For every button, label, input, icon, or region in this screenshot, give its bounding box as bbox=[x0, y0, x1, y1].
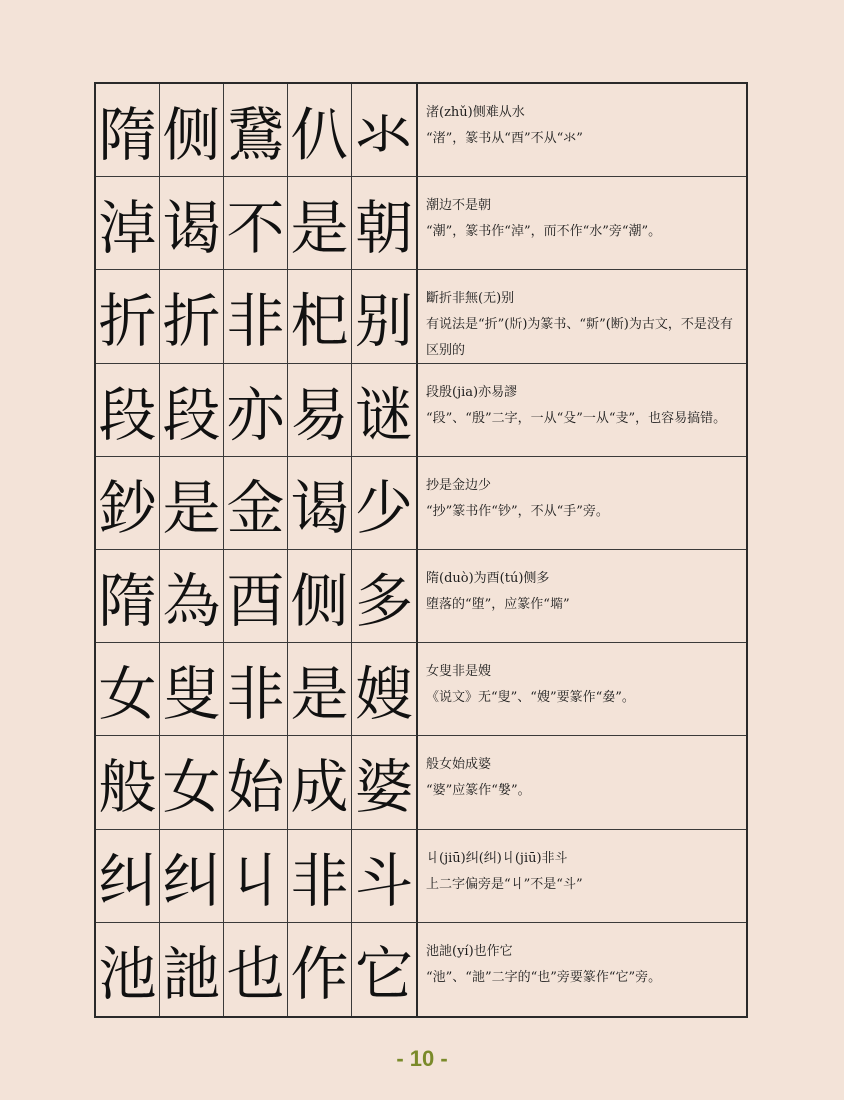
seal-script-glyph: 是 bbox=[160, 457, 224, 549]
seal-script-glyph: 般 bbox=[96, 736, 160, 828]
seal-script-glyph: 金 bbox=[224, 457, 288, 549]
seal-script-glyph: 成 bbox=[288, 736, 352, 828]
seal-script-glyph-group bbox=[96, 177, 418, 270]
annotation-cell bbox=[418, 736, 746, 829]
annotation-body: “潮”，篆书作“淖”，而不作“水”旁“潮”。 bbox=[426, 224, 662, 240]
seal-script-glyph: 别 bbox=[354, 287, 413, 356]
annotation-cell bbox=[418, 643, 746, 736]
seal-script-glyph: 池 bbox=[96, 923, 160, 1016]
annotation-cell bbox=[418, 177, 746, 270]
annotation-title: 段殷(jia)亦易謬 bbox=[426, 384, 518, 400]
annotation-cell bbox=[418, 364, 746, 457]
annotation-title: 斷折非無(无)别 bbox=[426, 291, 515, 307]
annotation-title: 女叟非是嫂 bbox=[426, 664, 492, 680]
seal-script-glyph: 纠 bbox=[96, 830, 160, 922]
seal-script-glyph-group bbox=[96, 550, 418, 643]
seal-script-glyph: 谒 bbox=[288, 457, 352, 549]
annotation-cell bbox=[418, 550, 746, 643]
seal-script-glyph-group bbox=[96, 457, 418, 550]
annotation-title: 般女始成婆 bbox=[426, 757, 492, 773]
seal-script-glyph: 非 bbox=[288, 830, 352, 922]
seal-script-glyph-group bbox=[96, 830, 418, 923]
seal-script-glyph: 多 bbox=[354, 567, 413, 636]
seal-script-glyph: 丩 bbox=[224, 830, 288, 922]
seal-script-glyph: 不 bbox=[224, 177, 288, 269]
seal-script-glyph-group bbox=[96, 643, 418, 736]
annotation-cell bbox=[418, 457, 746, 550]
seal-script-glyph-group bbox=[96, 364, 418, 457]
seal-script-glyph: 非 bbox=[224, 643, 288, 735]
page-number: - 10 - bbox=[396, 1046, 448, 1071]
seal-script-glyph: 谜 bbox=[354, 380, 413, 449]
seal-script-glyph: 易 bbox=[288, 364, 352, 456]
seal-script-glyph: 折 bbox=[160, 270, 224, 362]
annotation-title: 渚(zhǔ)侧难从水 bbox=[426, 105, 525, 120]
annotation-title: 丩(jiū)纠(纠)丩(jiū)非斗 bbox=[426, 850, 568, 866]
seal-script-glyph-group bbox=[96, 84, 418, 177]
annotation-cell bbox=[418, 270, 746, 363]
annotation-body: “池”、“訑”二字的“也”旁要篆作“它”旁。 bbox=[426, 969, 662, 985]
annotation-body: “段”、“殷”二字，一从“殳”一从“叏”，也容易搞错。 bbox=[426, 410, 727, 426]
seal-script-glyph: 折 bbox=[96, 270, 160, 362]
seal-script-glyph: 訑 bbox=[160, 923, 224, 1016]
seal-script-glyph: 侧 bbox=[288, 550, 352, 642]
seal-script-glyph: 纠 bbox=[160, 830, 224, 922]
seal-script-glyph-group bbox=[96, 923, 418, 1016]
seal-script-glyph-group bbox=[96, 736, 418, 829]
seal-script-glyph: 侧 bbox=[160, 84, 224, 176]
seal-script-glyph: 隋 bbox=[96, 550, 160, 642]
seal-script-glyph: 亦 bbox=[224, 364, 288, 456]
seal-script-glyph-group bbox=[96, 270, 418, 363]
seal-script-glyph: 為 bbox=[160, 550, 224, 642]
seal-script-glyph: 斗 bbox=[354, 846, 413, 915]
seal-script-glyph: 是 bbox=[288, 177, 352, 269]
seal-script-glyph: 是 bbox=[288, 643, 352, 735]
seal-script-glyph: 非 bbox=[224, 270, 288, 362]
seal-script-glyph: 隋 bbox=[96, 84, 160, 176]
seal-script-glyph: 段 bbox=[96, 364, 160, 456]
seal-script-glyph: 作 bbox=[288, 923, 352, 1016]
seal-script-glyph: 女 bbox=[96, 643, 160, 735]
seal-script-glyph: 𣏌 bbox=[288, 270, 352, 362]
seal-script-glyph: 嫂 bbox=[354, 660, 413, 729]
annotation-cell bbox=[418, 923, 746, 1016]
annotation-body: 有说法是“折”(𣂔)为篆书、“㪿”(断)为古文，不是没有区别的 bbox=[426, 317, 733, 359]
seal-script-glyph: 少 bbox=[354, 473, 413, 542]
character-table bbox=[94, 82, 748, 1018]
annotation-title: 池訑(yí)也作它 bbox=[426, 943, 513, 959]
annotation-cell bbox=[418, 830, 746, 923]
annotation-body: 堕落的“堕”，应篆作“𡐦” bbox=[426, 596, 570, 612]
seal-script-glyph: 鵞 bbox=[224, 84, 288, 176]
annotation-title: 抄是金边少 bbox=[426, 477, 492, 493]
annotation-title: 隋(duò)为⾣(tú)侧多 bbox=[426, 570, 550, 586]
seal-script-glyph: 仈 bbox=[288, 84, 352, 176]
seal-script-glyph: 也 bbox=[224, 923, 288, 1016]
seal-script-glyph: 婆 bbox=[354, 753, 413, 822]
seal-script-glyph: 女 bbox=[160, 736, 224, 828]
seal-script-glyph: 始 bbox=[224, 736, 288, 828]
annotation-body: 《说文》无“叟”、“嫂”要篆作“姭”。 bbox=[426, 690, 635, 706]
annotation-cell bbox=[418, 84, 746, 177]
annotation-title: 潮边不是朝 bbox=[426, 198, 492, 214]
seal-script-glyph: 叟 bbox=[160, 643, 224, 735]
seal-script-glyph: 谒 bbox=[160, 177, 224, 269]
annotation-body: “婆”应篆作“媻”。 bbox=[426, 783, 531, 799]
seal-script-glyph: 氺 bbox=[354, 101, 413, 170]
seal-script-glyph: 鈔 bbox=[96, 457, 160, 549]
seal-script-glyph: ⾣ bbox=[224, 550, 288, 642]
seal-script-glyph: 朝 bbox=[354, 194, 413, 263]
annotation-body: 上二字偏旁是“丩”不是“斗” bbox=[426, 876, 583, 892]
seal-script-glyph: 它 bbox=[354, 940, 413, 1009]
annotation-body: “渚”，篆书从“⾣”不从“氺” bbox=[426, 131, 583, 146]
seal-script-glyph: 段 bbox=[160, 364, 224, 456]
seal-script-glyph: 淖 bbox=[96, 177, 160, 269]
annotation-body: “抄”篆书作“钞”，不从“手”旁。 bbox=[426, 503, 609, 519]
